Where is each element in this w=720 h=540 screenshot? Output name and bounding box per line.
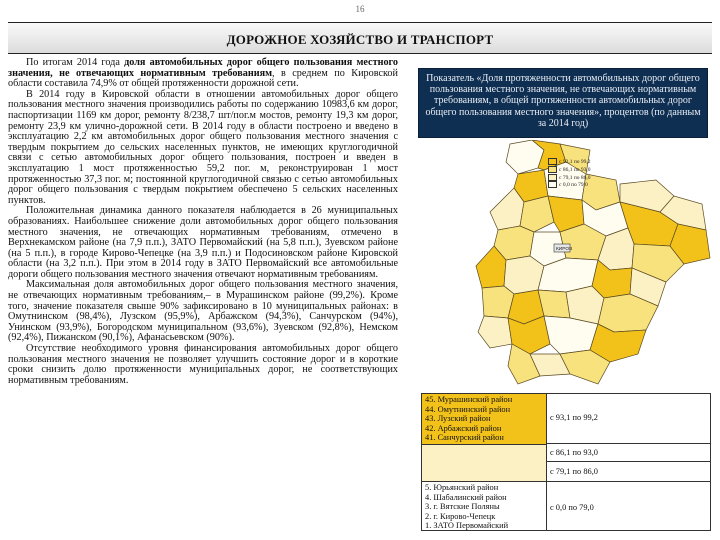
section-title: ДОРОЖНОЕ ХОЗЯЙСТВО И ТРАНСПОРТ (226, 32, 494, 47)
legend-item: 4. Шабалинский район (425, 492, 507, 502)
legend-group-top (422, 394, 546, 444)
legend-right-column (546, 394, 710, 530)
legend-range-label: c 86,1 по 93,0 (550, 448, 598, 457)
p1-suffix: , в среднем по Кировской области составила 74,9% от общей протяженности дорожной сети. (8, 67, 398, 90)
map-district (490, 188, 524, 230)
legend-range-row (546, 482, 710, 530)
legend-range-row (546, 394, 710, 444)
map-district (478, 316, 512, 348)
p1-prefix: По итогам 2014 года (26, 57, 125, 68)
legend-item: 2. г. Кирово-Чепецк (425, 511, 496, 521)
legend-item: 3. г. Вятские Поляны (425, 502, 500, 512)
legend-spacer-yellow (422, 445, 546, 481)
legend-group-bottom (422, 482, 546, 532)
legend-item: 41. Санчурский район (425, 433, 504, 443)
p1-bold: доля автомобильных дорог общего пользования местного значения, не отвечающих нормативным требованиям (8, 57, 399, 79)
legend-item: 44. Омутнинский район (425, 404, 511, 414)
legend-range-row (546, 444, 710, 462)
legend-item: 45. Мурашинский район (425, 395, 513, 404)
mini-legend-item-2: c 86,1 по 93,0 (548, 166, 591, 174)
paragraph-2: В 2014 году в Кировской области в отношении автомобильных дорог общего пользования местного значения производились работы по содержанию 10983,6 км дорог, паспортизации 1169 км дорог, ремонту 8/238,7 шт/пог.м мостов, ремонту 19,3 км дорог, ремонту 23,9 км улично-дорожной сети. В 2014 году в области построено и введено в эксплуатацию 2,2 км автомобильных дорог общего пользования местного значения с твердым покрытием до сельских населенных пунктов, не имеющих круглогодичной связи с сетью автомобильных дорог общего пользования, построен и введен в эксплуатацию 1 мост протяженностью 59,2 пог. м, реконструирован 1 мост протяженностью 37,3 пог. м; постоянной круглогодичной связью с сетью автомобильных дорог общего пользования с твердым покрытием обеспечено 5 сельских населенных пунктов. (8, 88, 398, 206)
legend-range-label: c 93,1 по 99,2 (550, 413, 598, 422)
legend-item: 43. Лузский район (425, 414, 491, 424)
paragraph-3: Положительная динамика данного показателя наблюдается в 26 муниципальных образованиях. Наибольшее снижение доли автомобильных дорог общего пользования местного значения, не отвечающих нормативным требованиям, отмечено в Верхнекамском районе (на 7,9 п.п.), ЗАТО Первомайский (на 5,8 п.п.), Зуевском районе (на 5 п.п.), в городе Кирово-Чепецке (на 3,9 п.п.) и Подосиновском районе Кировской области (на 3,2 п.п.). При этом в 2014 году в ЗАТО Первомайский все автомобильные дороги общего пользования местного значения отвечают нормативным требованиям. (8, 205, 398, 280)
kirov-label: КИРОВ (556, 247, 573, 252)
map-mini-legend (548, 158, 591, 189)
paragraph-5: Отсутствие необходимого уровня финансирования автомобильных дорог общего пользования местного значения не позволяет улучшить состояние дорог и в короткие сроки снизить долю протяженности муниципальных дорог, не соответствующих нормативным требованиям. (8, 343, 398, 386)
legend-item: 42. Арбажский район (425, 423, 502, 433)
map-title: Показатель «Доля протяженности автомобильных дорог общего пользования местного значения, не отвечающих нормативным требованиям, в общей протяженности автомобильных дорог общего пользования местного значения», процентов (по данным за 2014 год) (418, 68, 708, 138)
paragraph-1 (8, 58, 398, 90)
map-district (504, 256, 544, 294)
page-number: 16 (355, 4, 365, 14)
legend-item: 5. Юрьянский район (425, 483, 499, 492)
legend-range-label: c 0,0 по 79,0 (550, 503, 594, 512)
legend-range-row (546, 462, 710, 482)
paragraph-4: Максимальная доля автомобильных дорог общего пользования местного значения, не отвечающих нормативным требованиям,– в Мурашинском районе (99,2%). Кроме того, значение показателя свыше 90% зафиксировано в 10 муниципальных районах: в Омутнинском (98,4%), Лузском (95,9%), Арбажском (94,3%), Санчурском (94%), Унинском (93,9%), Богородском муниципальном (93,6%), Зуевском (92,8%), Немском (92,4%), Пижанском (90,1%), Афанасьевском (90%). (8, 279, 398, 344)
legend-left-column (422, 394, 547, 530)
article-body (8, 58, 398, 386)
mini-legend-item-4: c 0,0 по 79,0 (548, 181, 591, 189)
mini-legend-item-3: c 79,1 по 86,0 (548, 174, 591, 182)
legend-item: 1. ЗАТО Первомайский (425, 521, 509, 531)
mini-legend-item-1: c 93,1 по 99,2 (548, 158, 591, 166)
section-header (8, 22, 712, 54)
legend-table (421, 393, 711, 531)
legend-range-label: c 79,1 по 86,0 (550, 467, 598, 476)
